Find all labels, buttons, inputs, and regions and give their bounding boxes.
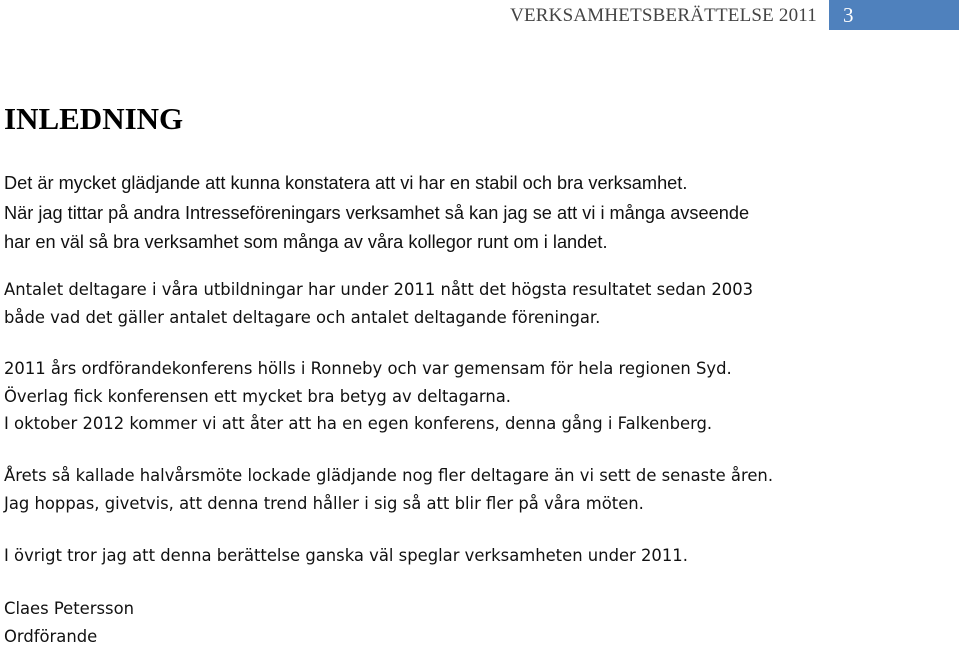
paragraph-line: 2011 års ordförandekonferens hölls i Ronneby och var gemensam för hela regionen Syd.: [4, 355, 954, 383]
paragraph-closing: [4, 542, 954, 570]
intro-line: När jag tittar på andra Intresseföreningars verksamhet så kan jag se att vi i många avseende: [4, 199, 944, 229]
document-title: VERKSAMHETSBERÄTTELSE 2011: [510, 0, 829, 30]
signature-role: Ordförande: [4, 623, 954, 650]
intro-line: Det är mycket glädjande att kunna konstatera att vi har en stabil och bra verksamhet.: [4, 169, 944, 199]
paragraph-line: Årets så kallade halvårsmöte lockade glädjande nog fler deltagare än vi sett de senaste åren.: [4, 462, 954, 490]
paragraph-line: I oktober 2012 kommer vi att åter att ha en egen konferens, denna gång i Falkenberg.: [4, 410, 954, 438]
paragraph-participants: [4, 276, 954, 331]
paragraph-conference: [4, 355, 954, 438]
intro-paragraph: [4, 169, 944, 258]
section-heading: INLEDNING: [4, 101, 183, 137]
signature-block: [4, 595, 954, 650]
paragraph-line: både vad det gäller antalet deltagare och antalet deltagande föreningar.: [4, 304, 954, 332]
intro-line: har en väl så bra verksamhet som många av våra kollegor runt om i landet.: [4, 228, 944, 258]
paragraph-halfyear-meeting: [4, 462, 954, 517]
page-header: [510, 0, 959, 30]
paragraph-line: Jag hoppas, givetvis, att denna trend håller i sig så att blir fler på våra möten.: [4, 490, 954, 518]
signature-name: Claes Petersson: [4, 595, 954, 623]
paragraph-line: I övrigt tror jag att denna berättelse ganska väl speglar verksamheten under 2011.: [4, 542, 954, 570]
paragraph-line: Antalet deltagare i våra utbildningar har under 2011 nått det högsta resultatet sedan 2003: [4, 276, 954, 304]
page-number: 3: [829, 0, 959, 30]
paragraph-line: Överlag fick konferensen ett mycket bra betyg av deltagarna.: [4, 383, 954, 411]
